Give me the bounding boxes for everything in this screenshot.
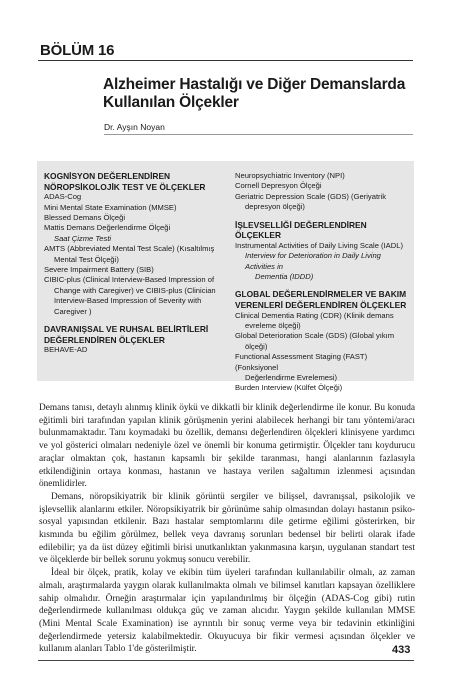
list-item: Neuropsychiatric Inventory (NPI) <box>235 171 345 180</box>
section-heading-line: VERENLERİ DEĞERLENDİREN ÖLÇEKLER <box>235 300 407 311</box>
list-subitem: Saat Çizme Testi <box>54 233 112 243</box>
list-item-line: ölçeği) <box>245 341 268 351</box>
paragraph: Demans, nöropsikiyatrik bir klinik görüntü sergiler ve bilişsel, davranışsal, psikolojik ve işlevsellik alanlarını etkiler. Nöropsikiyatrik bir görünüme sahip olmasından dolayı hastanın psiko-sosyal yapısından etkilenir. Bazı hastalar semptomlarını dile getirme eğilimi gösterirken, bir kısmında bu eğilim görülmez, bellek veya davranış sorunları bedensel bir belirti olarak ifade edilebilir; ya da üst düzey eğitimli birisi unutkanlıktan yakınmasına karşın, uygulanan standart test ve ölçeklerde bir bellek sorunu yokmuş sonucu verebilir. <box>39 491 415 566</box>
section-heading-line: DAVRANIŞSAL VE RUHSAL BELİRTİLERİ <box>44 324 209 335</box>
scales-box-left-column <box>44 171 222 356</box>
list-item: Instrumental Activities of Daily Living Scale (IADL) <box>235 240 403 250</box>
list-item-line: Değerlendirme Evrelemesi) <box>245 373 338 383</box>
page-number: 433 <box>392 644 411 656</box>
list-item-line: Change with Caregiver) ve CIBIS-plus (Clinician <box>54 285 216 295</box>
author: Dr. Ayşın Noyan <box>104 122 165 132</box>
chapter-label: BÖLÜM 16 <box>40 42 115 59</box>
author-divider <box>104 134 413 135</box>
list-item-line: Global Deterioration Scale (GDS) (Global yıkım <box>235 331 395 341</box>
list-subitem: Interview for Deterioration in Daily Living Activities in <box>245 251 381 271</box>
list-item <box>44 244 222 265</box>
list-item <box>235 311 411 332</box>
list-item-line: Clinical Dementia Rating (CDR) (Klinik demans <box>235 310 394 320</box>
list-item <box>235 352 411 383</box>
list-item: ADAS-Cog <box>44 192 82 202</box>
chapter-title-line-2: Kullanılan Ölçekler <box>103 94 239 111</box>
list-item: Severe Impairment Battery (SIB) <box>44 265 154 275</box>
paragraph: İdeal bir ölçek, pratik, kolay ve ekibin tüm üyeleri tarafından kullanılabilir olmalı, az zaman almalı, araştırmalarda yaygın olarak kullanılmakta olmalı ve bilimsel kanıtları kapsayan özelliklere sahip olmalıdır. Örneğin araştırmalar için yapılandırılmış bir ölçeğin (ADAS-Cog gibi) rutin değerlendirmede kullanılması oldukça güç ve zaman alıcıdır. Yaygın şekilde kullanılan MMSE (Mini Mental Scale Examination) ise ayrıntılı bir sonuç verme veya bir tedavinin etkinliğini değerlendirmede yetersiz kalabilmektedir. Okuyucuya bir fikir vermesi açısından ölçekler ve kullanım alanları Tablo 1'de gösterilmiştir. <box>39 568 415 655</box>
section-heading-function: İŞLEVSELLİĞİ DEĞERLENDİREN ÖLÇEKLER <box>235 219 367 241</box>
list-item <box>235 192 411 213</box>
list-item-line: Interview-Based Impression of Severity with <box>54 296 202 306</box>
chapter-divider <box>38 60 413 61</box>
list-subitem: Dementia (IDDD) <box>255 272 314 282</box>
body-text <box>39 402 415 656</box>
list-item-line: AMTS (Abbreviated Mental Test Scale) (Kısaltılmış <box>44 244 215 254</box>
list-item-line: depresyon ölçeği) <box>245 202 305 212</box>
list-item <box>235 331 411 352</box>
section-heading-line: DEĞERLENDİREN ÖLÇEKLER <box>44 334 165 345</box>
list-item-line: Mental Test Ölçeği) <box>54 254 119 264</box>
paragraph: Demans tanısı, detaylı alınmış klinik öykü ve dikkatli bir klinik değerlendirme ile konur. Bu konuda eğitimli biri tarafından yapılan klinik görüşmenin yerini alabilecek herhangi bir tanı yöntemi/aracı bulunmamaktadır. Tanı koymadaki bu özellik, demansı değerlendiren ölçekleri klinisyene yardımcı ve yol gösterici olmaları nedeniyle özel ve önemli bir konuma getirmiştir. Ölçekler tanı koydurucu araçlar olmaktan çok, hastanın kapsamlı bir şekilde taranması, hangi alanlarının fazlasıyla etkilendiğinin ortaya konması, hastanın ve hastaya verilen sağaltımın izlenmesi açısından önemlidirler. <box>39 403 415 490</box>
section-heading-line: NÖROPSİKOLOJİK TEST VE ÖLÇEKLER <box>44 181 206 192</box>
list-item: Mini Mental State Examination (MMSE) <box>44 202 177 212</box>
chapter-title-line-1: Alzheimer Hastalığı ve Diğer Demanslarda <box>103 76 406 93</box>
list-item-line: Caregiver ) <box>54 306 92 316</box>
list-item: Cornell Depresyon Ölçeği <box>235 181 322 191</box>
list-item-line: evreleme ölçeği) <box>245 321 301 331</box>
section-heading-line: KOGNİSYON DEĞERLENDİREN <box>44 171 171 181</box>
list-item-line: Functional Assessment Staging (FAST) (Fonksiyonel <box>235 352 368 372</box>
section-heading-behavior <box>44 324 222 345</box>
list-item: Mattis Demans Değerlendirme Ölçeği <box>44 223 171 233</box>
section-heading-line: GLOBAL DEĞERLENDİRMELER VE BAKIM <box>235 289 407 300</box>
list-item <box>44 275 222 317</box>
section-heading-global <box>235 289 411 310</box>
scales-box-right-column <box>235 171 411 394</box>
list-item: Burden Interview (Külfet Ölçeği) <box>235 383 343 393</box>
footer-divider <box>38 660 414 661</box>
list-item: BEHAVE-AD <box>44 345 88 355</box>
scales-box <box>37 161 414 393</box>
section-heading-cognition <box>44 171 222 192</box>
list-item: Blessed Demans Ölçeği <box>44 213 126 222</box>
list-item-line: Geriatric Depression Scale (GDS) (Geriyatrik <box>235 191 387 201</box>
chapter-title <box>103 76 423 112</box>
list-item-line: CIBIC-plus (Clinical Interview-Based Impression of <box>44 275 215 285</box>
